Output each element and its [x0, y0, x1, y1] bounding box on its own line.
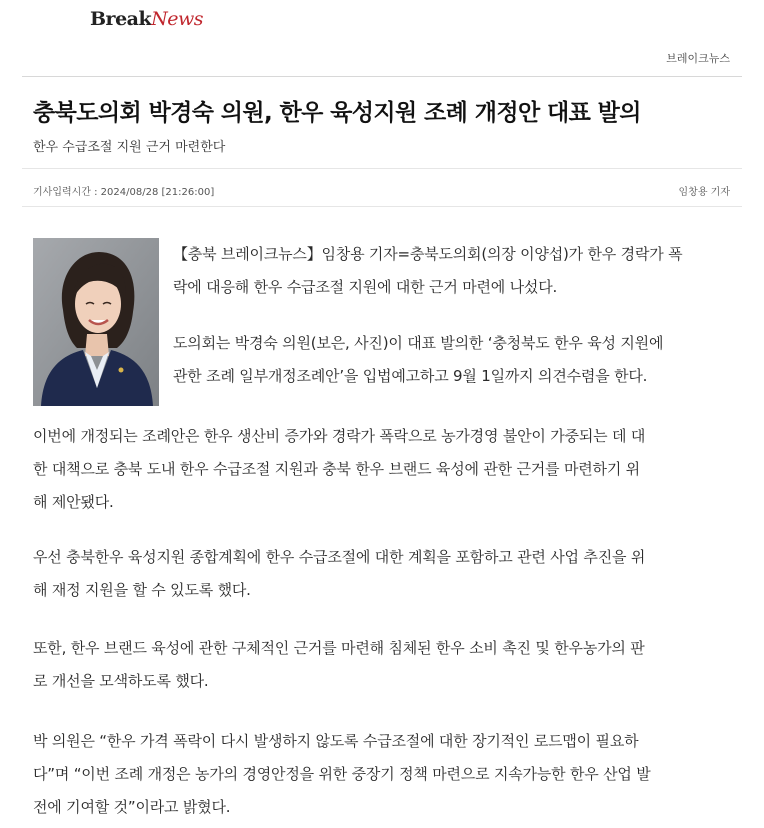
- section-link[interactable]: 브레이크뉴스: [666, 52, 730, 65]
- meta-divider-bottom: [22, 206, 742, 207]
- article-byline: 임창용 기자: [678, 187, 730, 198]
- header-divider: [22, 76, 742, 77]
- article-paragraph-5: [33, 632, 733, 698]
- paragraph-line: 다”며 “이번 조례 개정은 농가의 경영안정을 위한 중장기 정책 마련으로 지속가능한 한우 산업 발: [33, 765, 651, 783]
- article-paragraph-2: [173, 327, 733, 393]
- logo-break-text: Break: [90, 8, 152, 30]
- paragraph-line: 로 개선을 모색하도록 했다.: [33, 672, 209, 690]
- paragraph-line: 박 의원은 “한우 가격 폭락이 다시 발생하지 않도록 수급조절에 대한 장기적인 로드맵이 필요하: [33, 732, 639, 750]
- article-subheadline: 한우 수급조절 지원 근거 마련한다: [33, 140, 226, 155]
- article-paragraph-1: [173, 238, 733, 304]
- article-headline: 충북도의회 박경숙 의원, 한우 육성지원 조례 개정안 대표 발의: [33, 100, 641, 126]
- paragraph-line: 이번에 개정되는 조례안은 한우 생산비 증가와 경락가 폭락으로 농가경영 불안이 가중되는 데 대: [33, 427, 646, 445]
- paragraph-line: 해 재정 지원을 할 수 있도록 했다.: [33, 581, 251, 599]
- article-photo: [33, 238, 159, 406]
- paragraph-line: 도의회는 박경숙 의원(보은, 사진)이 대표 발의한 ‘충청북도 한우 육성 지원에: [173, 334, 664, 352]
- site-logo[interactable]: [90, 8, 203, 30]
- paragraph-line: 【충북 브레이크뉴스】임창용 기자=충북도의회(의장 이양섭)가 한우 경락가 폭: [173, 245, 683, 263]
- paragraph-line: 해 제안됐다.: [33, 493, 114, 511]
- meta-divider-top: [22, 168, 742, 169]
- article-paragraph-6: [33, 725, 733, 824]
- paragraph-line: 또한, 한우 브랜드 육성에 관한 구체적인 근거를 마련해 침체된 한우 소비 촉진 및 한우농가의 판: [33, 639, 645, 657]
- article-paragraph-4: [33, 541, 733, 607]
- paragraph-line: 우선 충북한우 육성지원 종합계획에 한우 수급조절에 대한 계획을 포함하고 관련 사업 추진을 위: [33, 548, 646, 566]
- logo-news-text: News: [151, 8, 204, 30]
- article-date: 기사입력시간 : 2024/08/28 [21:26:00]: [33, 187, 215, 198]
- paragraph-line: 한 대책으로 충북 도내 한우 수급조절 지원과 충북 한우 브랜드 육성에 관한 근거를 마련하기 위: [33, 460, 640, 478]
- paragraph-line: 전에 기여할 것”이라고 밝혔다.: [33, 798, 231, 816]
- paragraph-line: 관한 조례 일부개정조례안’을 입법예고하고 9월 1일까지 의견수렴을 한다.: [173, 367, 648, 385]
- article-paragraph-3: [33, 420, 733, 519]
- paragraph-line: 락에 대응해 한우 수급조절 지원에 대한 근거 마련에 나섰다.: [173, 278, 558, 296]
